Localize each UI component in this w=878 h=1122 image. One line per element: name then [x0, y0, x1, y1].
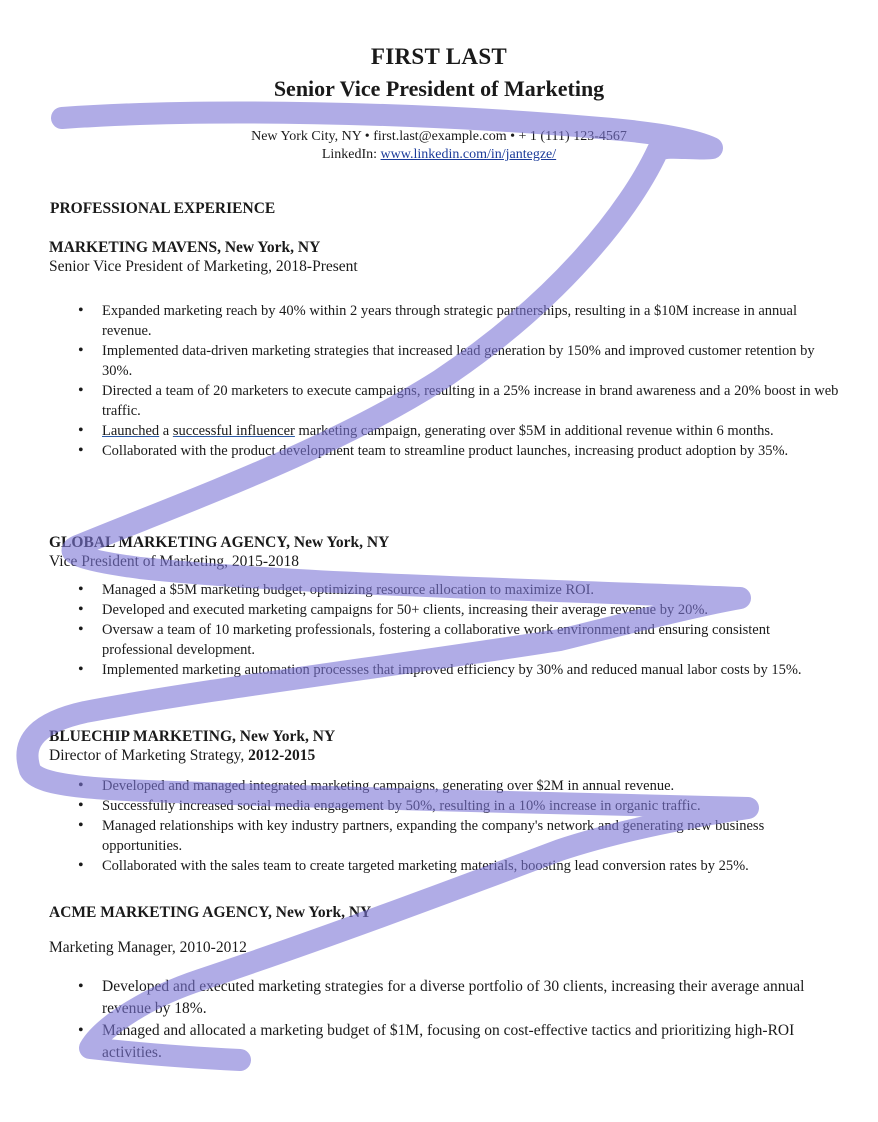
list-item: • Oversaw a team of 10 marketing professionals, fostering a collaborative work environment and ensuring consistent professional development.	[102, 620, 839, 660]
job-company: BLUECHIP MARKETING, New York, NY	[49, 728, 336, 745]
list-item: • Developed and managed integrated marketing campaigns, generating over $2M in annual revenue.	[102, 776, 839, 796]
contact-block	[0, 128, 878, 164]
list-item: • Developed and executed marketing campaigns for 50+ clients, increasing their average revenue by 20%.	[102, 600, 839, 620]
list-item: • Implemented data-driven marketing strategies that increased lead generation by 150% and improved customer retention by 30%.	[102, 341, 839, 381]
list-item	[102, 421, 839, 441]
job-entry-global	[49, 533, 839, 680]
candidate-title: Senior Vice President of Marketing	[273, 76, 605, 101]
job-role	[49, 746, 839, 766]
section-title: PROFESSIONAL EXPERIENCE	[50, 200, 276, 217]
job-role-title: Director of Marketing Strategy,	[49, 747, 249, 764]
underlined-phrase-influencer: successful influencer	[172, 423, 295, 439]
list-item: • Managed relationships with key industry partners, expanding the company's network and generating new business opportunities.	[102, 816, 839, 856]
job-bullet-list	[49, 580, 839, 680]
contact-line: New York City, NY • first.last@example.com • + 1 (111) 123-4567	[251, 129, 627, 144]
job-company: MARKETING MAVENS, New York, NY	[49, 239, 321, 256]
list-item: • Managed a $5M marketing budget, optimizing resource allocation to maximize ROI.	[102, 580, 839, 600]
job-entry-bluechip	[49, 727, 839, 876]
job-company: ACME MARKETING AGENCY, New York, NY	[49, 904, 372, 921]
linkedin-link[interactable]: www.linkedin.com/in/jantegze/	[380, 147, 557, 162]
list-item: • Implemented marketing automation processes that improved efficiency by 30% and reduced manual labor costs by 15%.	[102, 660, 839, 680]
list-item: • Managed and allocated a marketing budget of $1M, focusing on cost-effective tactics and prioritizing high-ROI activities.	[102, 1020, 839, 1064]
job-company: GLOBAL MARKETING AGENCY, New York, NY	[49, 534, 390, 551]
list-item: • Collaborated with the product development team to streamline product launches, increasing product adoption by 35%.	[102, 441, 839, 461]
underlined-word-launched: Launched	[102, 423, 160, 439]
job-entry-acme	[49, 903, 839, 1064]
job-bullet-list	[49, 976, 839, 1064]
job-role: Vice President of Marketing, 2015-2018	[49, 553, 300, 570]
linkedin-line	[0, 146, 878, 164]
job-bullet-list	[49, 301, 839, 461]
candidate-name: FIRST LAST	[370, 44, 508, 69]
job-bullet-list	[49, 776, 839, 876]
job-role-years: 2012-2015	[248, 747, 316, 764]
list-item: • Collaborated with the sales team to create targeted marketing materials, boosting lead conversion rates by 25%.	[102, 856, 839, 876]
job-entry-mavens	[49, 238, 839, 461]
job-role: Marketing Manager, 2010-2012	[49, 939, 247, 956]
list-item: • Developed and executed marketing strategies for a diverse portfolio of 30 clients, increasing their average annual revenue by 18%.	[102, 976, 839, 1020]
linkedin-label: LinkedIn:	[321, 147, 381, 162]
text-fragment: a	[159, 423, 173, 439]
text-fragment: marketing campaign, generating over $5M in additional revenue within 6 months.	[294, 423, 774, 439]
list-item: • Successfully increased social media engagement by 50%, resulting in a 10% increase in organic traffic.	[102, 796, 839, 816]
list-item: • Directed a team of 20 marketers to execute campaigns, resulting in a 25% increase in brand awareness and a 20% boost in web traffic.	[102, 381, 839, 421]
job-role: Senior Vice President of Marketing, 2018-Present	[49, 258, 358, 275]
list-item: • Expanded marketing reach by 40% within 2 years through strategic partnerships, resulting in a $10M increase in annual revenue.	[102, 301, 839, 341]
